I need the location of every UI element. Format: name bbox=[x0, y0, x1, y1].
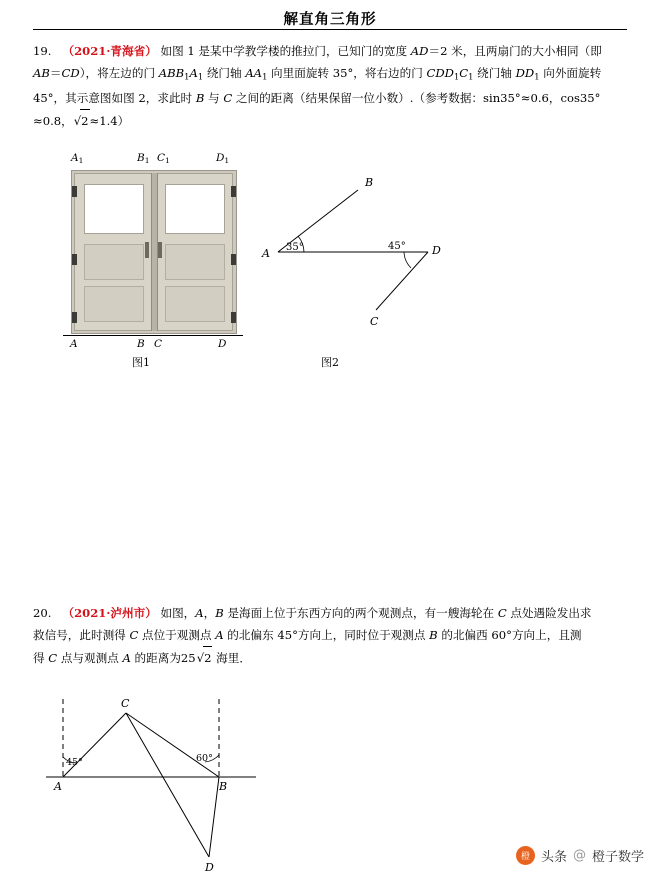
problem-19-number: 19. bbox=[33, 44, 52, 58]
svg-text:C: C bbox=[370, 315, 379, 328]
figure1-label-D: D bbox=[218, 338, 227, 350]
door-hinge-2 bbox=[72, 254, 77, 265]
door-panel-left-upper bbox=[84, 244, 144, 280]
svg-text:45°: 45° bbox=[66, 757, 83, 768]
door-panel-right-upper bbox=[165, 244, 225, 280]
figure1-label-C: C bbox=[154, 338, 163, 350]
door-glass-left bbox=[84, 184, 144, 234]
door-image bbox=[71, 170, 237, 334]
figure2-caption: 图2 bbox=[321, 356, 339, 369]
door-leaf-right bbox=[155, 173, 233, 331]
problem-19-text: 19. （2021·青海省） 如图 1 是某中学教学楼的推拉门，已知门的宽度 AD＝2 米，且两扇门的大小相同（即 AB＝CD），将左边的门 $ABB_1A_1$ 绕门轴 $AA_1$ 向里面旋转 35°，将右边的门 $CDD_1C_1$ 绕门轴 $DD_1$ 向外面旋转 45°，其示意图如图 2，求此时 B 与 C 之间的距离（结果保留一位小数）.（参考数据：sin35°≈0.6，cos35° ≈0.8，√2≈1.4） bbox=[33, 40, 627, 132]
problem-19-source: （2021·青海省） bbox=[62, 44, 157, 58]
svg-text:B: B bbox=[365, 176, 374, 189]
title-divider bbox=[33, 29, 627, 30]
figure20-svg bbox=[41, 695, 301, 875]
door-glass-right bbox=[165, 184, 225, 234]
watermark-brand: 头条 bbox=[540, 850, 567, 865]
svg-text:B: B bbox=[219, 780, 228, 793]
figure1-label-A: A bbox=[70, 338, 78, 350]
svg-text:45°: 45° bbox=[388, 241, 406, 252]
svg-text:C: C bbox=[121, 697, 130, 710]
figure2-svg bbox=[248, 162, 478, 347]
door-handle-right bbox=[158, 242, 162, 258]
figure1-baseline bbox=[63, 335, 243, 336]
figure1-label-C1: $C_1$ bbox=[157, 152, 170, 166]
problem-19 bbox=[33, 40, 627, 132]
door-handle-left bbox=[145, 242, 149, 258]
door-hinge-1 bbox=[72, 186, 77, 197]
svg-text:D: D bbox=[205, 861, 214, 874]
page-title: 解直角三角形 bbox=[283, 11, 377, 28]
figure1-label-A1: $A_1$ bbox=[71, 152, 84, 166]
problem-20-text: 20. （2021·泸州市） 如图，A，B 是海面上位于东西方向的两个观测点，有一艘海轮在 C 点处遇险发出求 救信号，此时测得 C 点位于观测点 A 的北偏东 45°方向上，同时位于观测点 B 的北偏西 60°方向上，且测 得 C 点与观测点 A 的距离为25√2 海里． bbox=[33, 602, 627, 669]
problem-20-source: （2021·泸州市） bbox=[62, 606, 157, 620]
watermark bbox=[516, 846, 644, 865]
door-hinge-3 bbox=[72, 312, 77, 323]
watermark-logo-icon: 橙 bbox=[516, 846, 535, 865]
door-hinge-6 bbox=[231, 312, 236, 323]
figure1-caption: 图1 bbox=[132, 356, 150, 369]
door-panel-right-lower bbox=[165, 286, 225, 322]
svg-text:60°: 60° bbox=[196, 753, 213, 764]
svg-text:A: A bbox=[54, 780, 62, 793]
watermark-account: 橙子数学 bbox=[591, 850, 644, 865]
figure1-label-B1: $B_1$ bbox=[137, 152, 150, 166]
problem-20 bbox=[33, 602, 627, 669]
svg-text:D: D bbox=[432, 244, 441, 257]
svg-text:A: A bbox=[262, 247, 270, 260]
door-mullion bbox=[151, 173, 158, 331]
problem-20-number: 20. bbox=[33, 606, 52, 620]
door-hinge-5 bbox=[231, 254, 236, 265]
svg-text:35°: 35° bbox=[286, 242, 304, 253]
figure1-label-B: B bbox=[137, 338, 145, 350]
figure1-label-D1: $D_1$ bbox=[216, 152, 230, 166]
watermark-separator: @ bbox=[572, 848, 586, 863]
problem-19-figures bbox=[33, 148, 627, 369]
door-hinge-4 bbox=[231, 186, 236, 197]
door-panel-left-lower bbox=[84, 286, 144, 322]
door-leaf-left bbox=[74, 173, 152, 331]
